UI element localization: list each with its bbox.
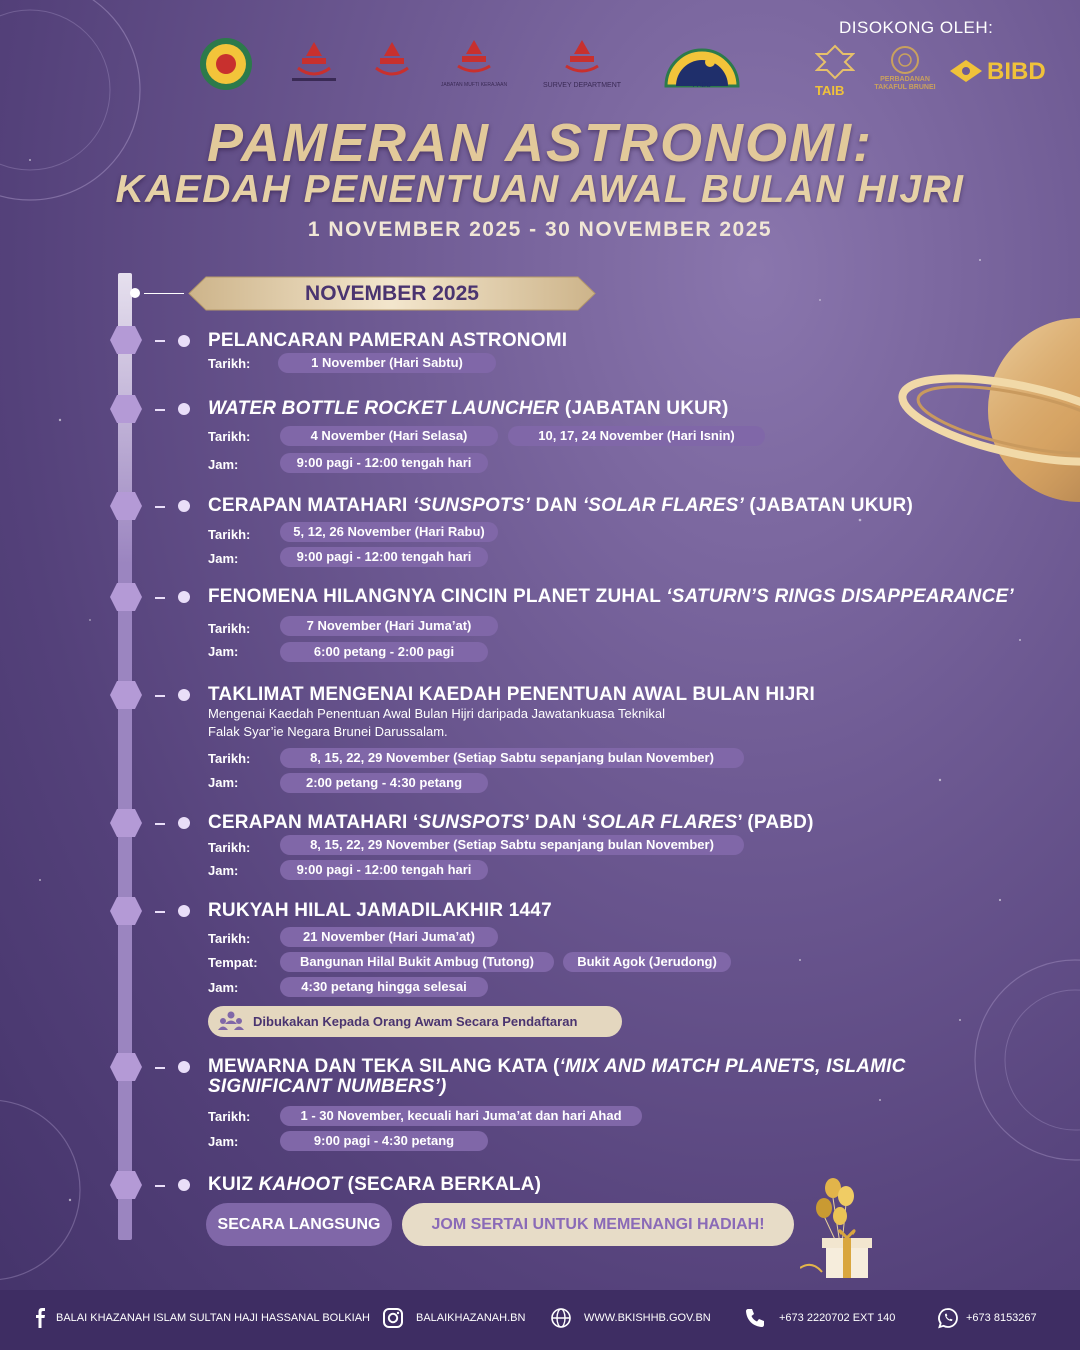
time-pill: 4:30 petang hingga selesai xyxy=(280,977,488,997)
timeline-dot xyxy=(178,500,190,512)
timeline-hex-marker xyxy=(109,808,143,838)
ministry-crest-icon xyxy=(196,36,256,92)
taib-logo-icon xyxy=(815,44,855,80)
timeline-connector xyxy=(144,293,184,294)
month-label: NOVEMBER 2025 xyxy=(305,282,479,305)
date-pill: 8, 15, 22, 29 November (Setiap Sabtu sepanjang bulan November) xyxy=(280,748,744,768)
registration-note-text: Dibukakan Kepada Orang Awam Secara Pendaftaran xyxy=(253,1014,578,1029)
event-title: PELANCARAN PAMERAN ASTRONOMI xyxy=(208,330,568,351)
timeline-dash xyxy=(155,506,165,508)
timeline-hex-marker xyxy=(109,896,143,926)
people-group-icon xyxy=(218,1010,244,1033)
timeline-start-dot xyxy=(130,288,140,298)
survey-caption: SURVEY DEPARTMENT xyxy=(542,82,622,89)
date-label: Tarikh: xyxy=(208,429,251,444)
globe-icon[interactable] xyxy=(550,1307,572,1329)
event-title-line2: SIGNIFICANT NUMBERS’) xyxy=(208,1076,447,1097)
crest-icon xyxy=(284,36,344,92)
footer-website[interactable]: WWW.BKISHHB.GOV.BN xyxy=(584,1312,711,1324)
event-title: TAKLIMAT MENGENAI KAEDAH PENENTUAN AWAL BULAN HIJRI xyxy=(208,684,815,705)
pabd-caption: PABD xyxy=(692,82,712,89)
time-pill: 9:00 pagi - 12:00 tengah hari xyxy=(280,547,488,567)
timeline-hex-marker xyxy=(109,582,143,612)
timeline-hex-marker xyxy=(109,680,143,710)
timeline-dot xyxy=(178,403,190,415)
footer-phone[interactable]: +673 2220702 EXT 140 xyxy=(779,1312,896,1324)
time-label: Jam: xyxy=(208,863,239,878)
sponsor-takaful: PERBADANAN TAKAFUL BRUNEI xyxy=(874,76,936,91)
timeline-dash xyxy=(155,695,165,697)
date-label: Tarikh: xyxy=(208,527,251,542)
date-pill: 7 November (Hari Juma’at) xyxy=(280,616,498,636)
date-label: Tarikh: xyxy=(208,840,251,855)
date-label: Tarikh: xyxy=(208,751,251,766)
timeline-dash xyxy=(155,597,165,599)
crest-icon xyxy=(362,36,422,92)
sponsor-taib: TAIB xyxy=(815,83,845,98)
saturn-illustration xyxy=(896,318,1080,502)
timeline-dash xyxy=(155,409,165,411)
event-title: MEWARNA DAN TEKA SILANG KATA (‘MIX AND MATCH PLANETS, ISLAMIC xyxy=(208,1056,906,1077)
footer-bar xyxy=(0,1290,1080,1350)
balloons-gift-icon xyxy=(800,1176,880,1284)
date-pill: 4 November (Hari Selasa) xyxy=(280,426,498,446)
event-title: CERAPAN MATAHARI ‘SUNSPOTS’ DAN ‘SOLAR FLARES’ (PABD) xyxy=(208,812,814,833)
timeline-dash xyxy=(155,340,165,342)
date-pill: 1 - 30 November, kecuali hari Juma’at dan hari Ahad xyxy=(280,1106,642,1126)
event-title: KUIZ KAHOOT (SECARA BERKALA) xyxy=(208,1174,542,1195)
registration-note xyxy=(208,1006,622,1037)
date-range: 1 NOVEMBER 2025 - 30 NOVEMBER 2025 xyxy=(307,218,773,241)
main-title: PAMERAN ASTRONOMI: xyxy=(207,113,873,173)
place-pill: Bangunan Hilal Bukit Ambug (Tutong) xyxy=(280,952,554,972)
time-pill: 6:00 petang - 2:00 pagi xyxy=(280,642,488,662)
instagram-icon[interactable] xyxy=(382,1307,404,1329)
time-label: Jam: xyxy=(208,644,239,659)
time-label: Jam: xyxy=(208,980,239,995)
month-banner xyxy=(188,276,596,311)
event-description: Falak Syar’ie Negara Brunei Darussalam. xyxy=(208,724,448,739)
time-label: Jam: xyxy=(208,457,239,472)
sub-title: KAEDAH PENENTUAN AWAL BULAN HIJRI xyxy=(115,168,965,211)
timeline-dot xyxy=(178,905,190,917)
date-pill: 1 November (Hari Sabtu) xyxy=(278,353,496,373)
timeline-dot xyxy=(178,817,190,829)
event-title: RUKYAH HILAL JAMADILAKHIR 1447 xyxy=(208,900,552,921)
footer-whatsapp[interactable]: +673 8153267 xyxy=(966,1312,1037,1324)
timeline-hex-marker xyxy=(109,394,143,424)
sponsor-label: DISOKONG OLEH: xyxy=(839,18,994,37)
timeline-hex-marker xyxy=(109,491,143,521)
event-title: CERAPAN MATAHARI ‘SUNSPOTS’ DAN ‘SOLAR FLARES’ (JABATAN UKUR) xyxy=(208,495,914,516)
time-label: Jam: xyxy=(208,551,239,566)
time-pill: 9:00 pagi - 4:30 petang xyxy=(280,1131,488,1151)
live-button[interactable]: SECARA LANGSUNG xyxy=(206,1203,392,1246)
place-label: Tempat: xyxy=(208,955,258,970)
timeline-dash xyxy=(155,1185,165,1187)
timeline-dash xyxy=(155,1067,165,1069)
footer-instagram[interactable]: BALAIKHAZANAH.BN xyxy=(416,1312,526,1324)
timeline-hex-marker xyxy=(109,325,143,355)
date-label: Tarikh: xyxy=(208,621,251,636)
time-pill: 2:00 petang - 4:30 petang xyxy=(280,773,488,793)
facebook-icon[interactable] xyxy=(30,1307,52,1329)
join-prize-button[interactable]: JOM SERTAI UNTUK MEMENANGI HADIAH! xyxy=(402,1203,794,1246)
event-description: Mengenai Kaedah Penentuan Awal Bulan Hijri daripada Jawatankuasa Teknikal xyxy=(208,706,665,721)
place-pill: Bukit Agok (Jerudong) xyxy=(563,952,731,972)
partner-logos xyxy=(192,36,752,96)
date-label: Tarikh: xyxy=(208,1109,251,1124)
sponsor-bibd: BIBD xyxy=(987,58,1046,85)
phone-icon[interactable] xyxy=(744,1307,766,1329)
timeline-dot xyxy=(178,689,190,701)
timeline-dot xyxy=(178,335,190,347)
footer-facebook[interactable]: BALAI KHAZANAH ISLAM SULTAN HAJI HASSANAL BOLKIAH xyxy=(56,1312,370,1324)
event-title: WATER BOTTLE ROCKET LAUNCHER (JABATAN UKUR) xyxy=(208,398,729,419)
date-pill: 10, 17, 24 November (Hari Isnin) xyxy=(508,426,765,446)
timeline-dot xyxy=(178,591,190,603)
time-label: Jam: xyxy=(208,1134,239,1149)
date-pill: 21 November (Hari Juma’at) xyxy=(280,927,498,947)
time-pill: 9:00 pagi - 12:00 tengah hari xyxy=(280,453,488,473)
time-label: Jam: xyxy=(208,775,239,790)
time-pill: 9:00 pagi - 12:00 tengah hari xyxy=(280,860,488,880)
date-pill: 5, 12, 26 November (Hari Rabu) xyxy=(280,522,498,542)
timeline-dot xyxy=(178,1179,190,1191)
takaful-logo-icon xyxy=(888,44,922,76)
date-label: Tarikh: xyxy=(208,356,251,371)
timeline-hex-marker xyxy=(109,1052,143,1082)
mufti-caption: JABATAN MUFTI KERAJAAN xyxy=(440,82,508,88)
date-label: Tarikh: xyxy=(208,931,251,946)
timeline-hex-marker xyxy=(109,1170,143,1200)
event-title: FENOMENA HILANGNYA CINCIN PLANET ZUHAL ‘SATURN’S RINGS DISAPPEARANCE’ xyxy=(208,586,1014,607)
bibd-logo-icon xyxy=(948,58,984,84)
timeline-dash xyxy=(155,823,165,825)
date-pill: 8, 15, 22, 29 November (Setiap Sabtu sepanjang bulan November) xyxy=(280,835,744,855)
whatsapp-icon[interactable] xyxy=(937,1307,959,1329)
timeline-dot xyxy=(178,1061,190,1073)
timeline-dash xyxy=(155,911,165,913)
